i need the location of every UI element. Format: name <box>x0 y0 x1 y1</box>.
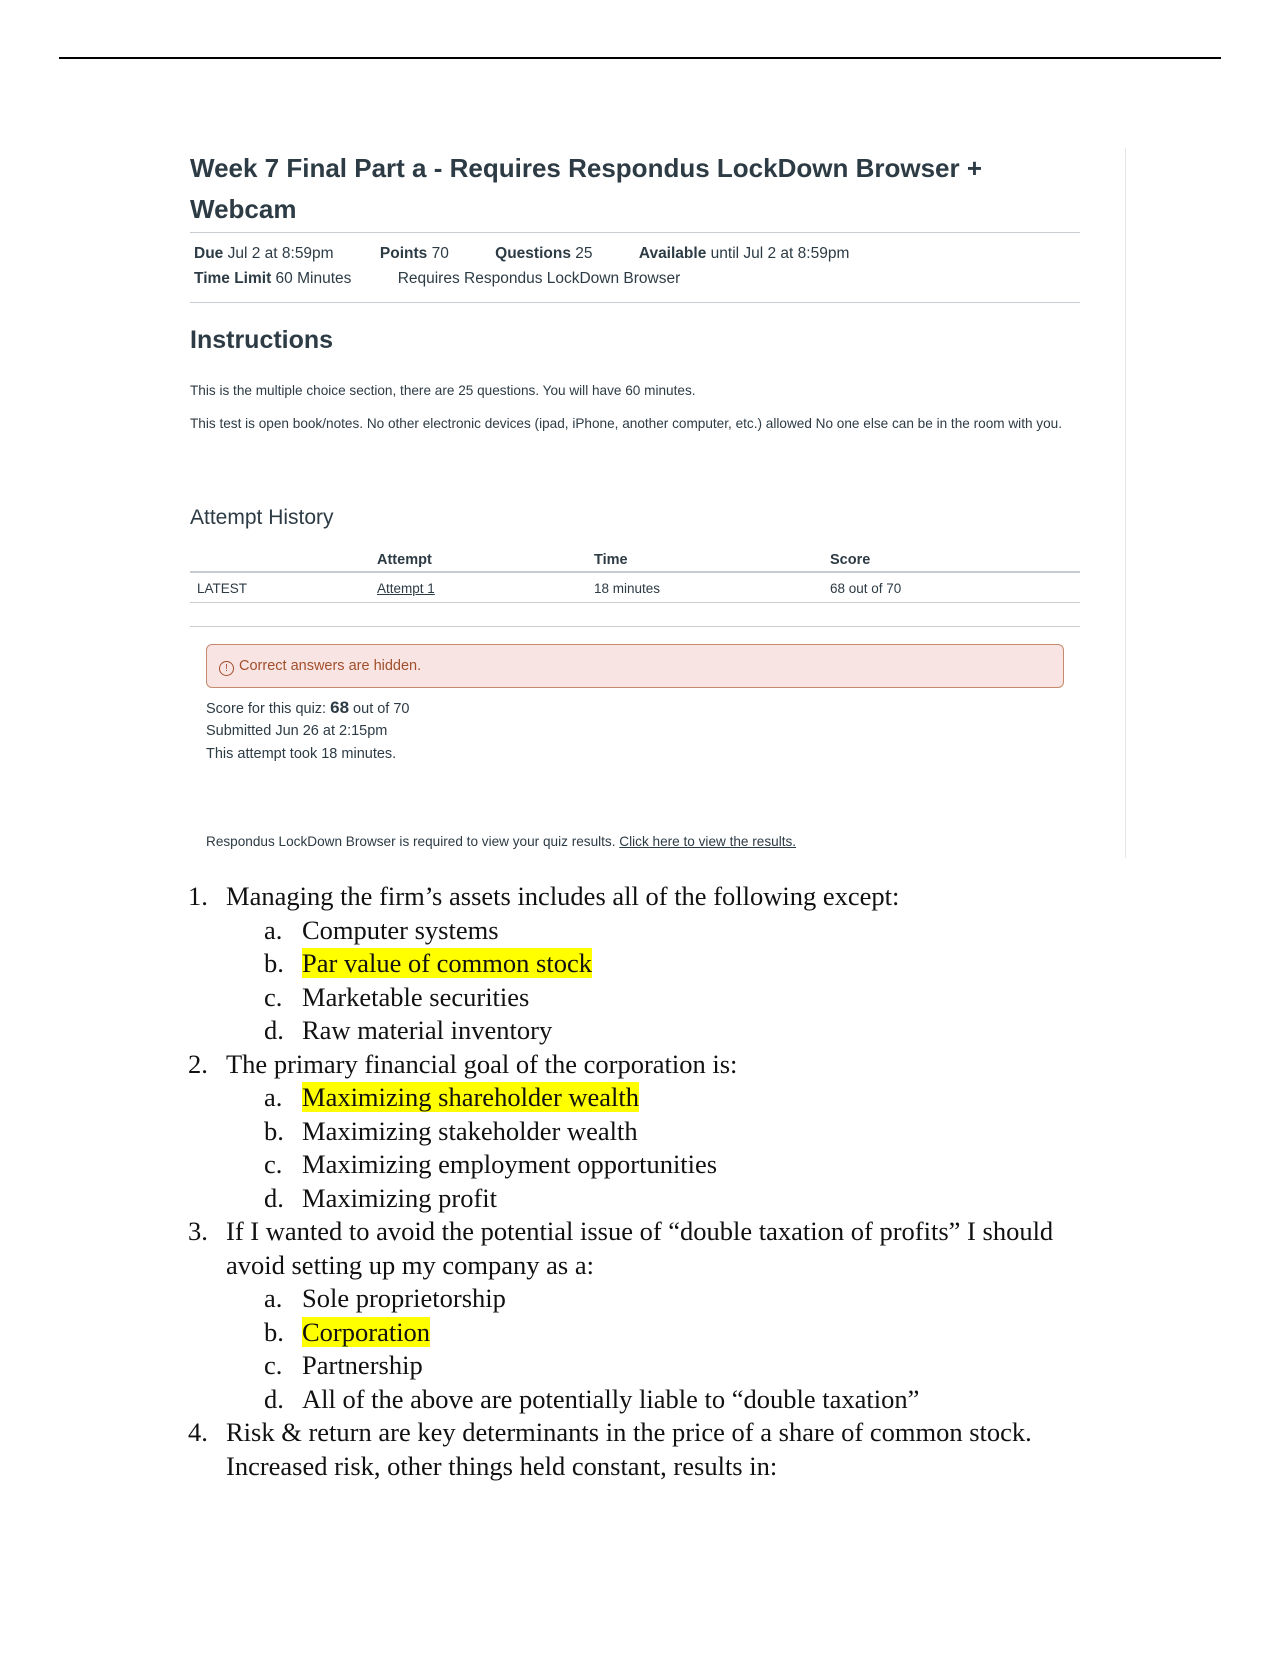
option-letter: a. <box>264 1082 283 1113</box>
score-value: 68 <box>330 698 350 717</box>
quiz-title: Week 7 Final Part a - Requires Respondus LockDown Browser + Webcam <box>190 153 983 224</box>
option-letter: b. <box>264 948 284 979</box>
question-number: 1. <box>188 881 208 911</box>
submitted-time: Submitted Jun 26 at 2:15pm <box>206 723 388 739</box>
alert-text: Correct answers are hidden. <box>239 658 422 674</box>
question-number: 4. <box>188 1417 208 1448</box>
attempt-history-heading: Attempt History <box>190 506 334 529</box>
answer-options <box>226 914 1280 1048</box>
question-item <box>0 1048 1280 1216</box>
question-number: 3. <box>188 1216 208 1247</box>
question-text: The primary financial goal of the corporation is: <box>226 1048 738 1079</box>
due-label: Due <box>194 245 224 262</box>
divider <box>190 232 1080 233</box>
instructions-heading: Instructions <box>190 326 334 354</box>
row-label: LATEST <box>190 572 377 603</box>
attempt-time: 18 minutes <box>594 572 830 603</box>
results-notice-text: Respondus LockDown Browser is required to view your quiz results. <box>206 834 620 849</box>
score-prefix: Score for this quiz: <box>206 701 331 717</box>
view-results-link[interactable]: Click here to view the results. <box>619 834 797 849</box>
questions-label: Questions <box>495 245 571 262</box>
option-text: Partnership <box>302 1350 423 1381</box>
option-text: Computer systems <box>302 914 499 945</box>
attempt-duration: This attempt took 18 minutes. <box>206 746 397 762</box>
divider <box>190 626 1080 627</box>
info-circle-icon: ! <box>219 661 234 676</box>
option-text: Maximizing employment opportunities <box>302 1149 718 1180</box>
option-letter: c. <box>264 1350 283 1381</box>
attempt-link[interactable]: Attempt 1 <box>377 581 435 596</box>
question-item <box>0 1416 1280 1483</box>
answer-option <box>226 981 1280 1015</box>
answer-option-highlighted <box>226 947 1280 981</box>
option-letter: b. <box>264 1316 284 1347</box>
question-text: If I wanted to avoid the potential issue of “double taxation of profits” I should avoid setting up my company as a: <box>226 1216 1054 1280</box>
instructions-paragraph-2: This test is open book/notes. No other electronic devices (ipad, iPhone, another computer, etc.) allowed No one else can be in the room with you. <box>190 416 1062 431</box>
option-text: Marketable securities <box>302 981 530 1012</box>
question-item <box>0 1215 1280 1416</box>
option-letter: c. <box>264 1149 283 1180</box>
attempt-score: 68 out of 70 <box>830 572 1080 603</box>
table-row <box>190 572 1080 603</box>
correct-answers-hidden-alert <box>206 644 1064 688</box>
divider <box>190 302 1080 303</box>
lockdown-requirement: Requires Respondus LockDown Browser <box>397 270 681 287</box>
answer-option <box>226 1115 1280 1149</box>
points-label: Points <box>379 245 428 262</box>
attempt-history-table <box>190 548 1080 603</box>
quiz-details-row-2 <box>194 270 680 288</box>
page-top-rule <box>59 57 1221 59</box>
answer-option-highlighted <box>226 1081 1280 1115</box>
option-text: Maximizing shareholder wealth <box>302 1082 640 1113</box>
answer-option <box>226 1014 1280 1048</box>
answer-option <box>226 1148 1280 1182</box>
option-letter: d. <box>264 1383 284 1414</box>
available-value: until Jul 2 at 8:59pm <box>710 245 850 262</box>
time-limit-value: 60 Minutes <box>275 270 352 287</box>
column-header-time: Time <box>594 548 830 572</box>
answer-options <box>226 1282 1280 1416</box>
option-letter: a. <box>264 914 283 945</box>
due-value: Jul 2 at 8:59pm <box>227 245 334 262</box>
table-header-row <box>190 548 1080 572</box>
points-value: 70 <box>431 245 449 262</box>
option-text: Corporation <box>302 1316 431 1347</box>
question-text: Risk & return are key determinants in the price of a share of common stock. Increased risk, other things held constant, results in: <box>226 1417 1032 1481</box>
available-label: Available <box>638 245 707 262</box>
option-text: Par value of common stock <box>302 948 592 979</box>
answer-option <box>226 1282 1280 1316</box>
column-header-attempt: Attempt <box>377 548 594 572</box>
column-header-score: Score <box>830 548 1080 572</box>
question-text: Managing the firm’s assets includes all of the following except: <box>226 881 900 911</box>
option-letter: d. <box>264 1182 284 1213</box>
answer-option-highlighted <box>226 1316 1280 1350</box>
option-letter: a. <box>264 1283 283 1314</box>
results-notice <box>206 834 796 849</box>
option-text: Maximizing stakeholder wealth <box>302 1115 638 1146</box>
column-header <box>190 548 377 572</box>
answer-option <box>226 1182 1280 1216</box>
quiz-score <box>206 698 410 718</box>
quiz-screenshot <box>150 148 1126 858</box>
option-text: Maximizing profit <box>302 1182 498 1213</box>
option-letter: b. <box>264 1115 284 1146</box>
time-limit-label: Time Limit <box>194 270 272 287</box>
instructions-paragraph-1: This is the multiple choice section, there are 25 questions. You will have 60 minutes. <box>190 383 696 398</box>
option-text: Raw material inventory <box>302 1015 553 1046</box>
option-text: Sole proprietorship <box>302 1283 506 1314</box>
question-number: 2. <box>188 1048 208 1079</box>
answer-option <box>226 1383 1280 1417</box>
quiz-details-row-1 <box>194 245 849 263</box>
question-list <box>0 880 1280 1484</box>
option-letter: c. <box>264 981 283 1012</box>
score-suffix: out of 70 <box>349 701 410 717</box>
question-item <box>0 880 1280 1048</box>
answer-options <box>226 1081 1280 1215</box>
answer-option <box>226 914 1280 948</box>
option-letter: d. <box>264 1015 284 1046</box>
questions-value: 25 <box>575 245 593 262</box>
option-text: All of the above are potentially liable to “double taxation” <box>302 1383 920 1414</box>
answer-option <box>226 1349 1280 1383</box>
